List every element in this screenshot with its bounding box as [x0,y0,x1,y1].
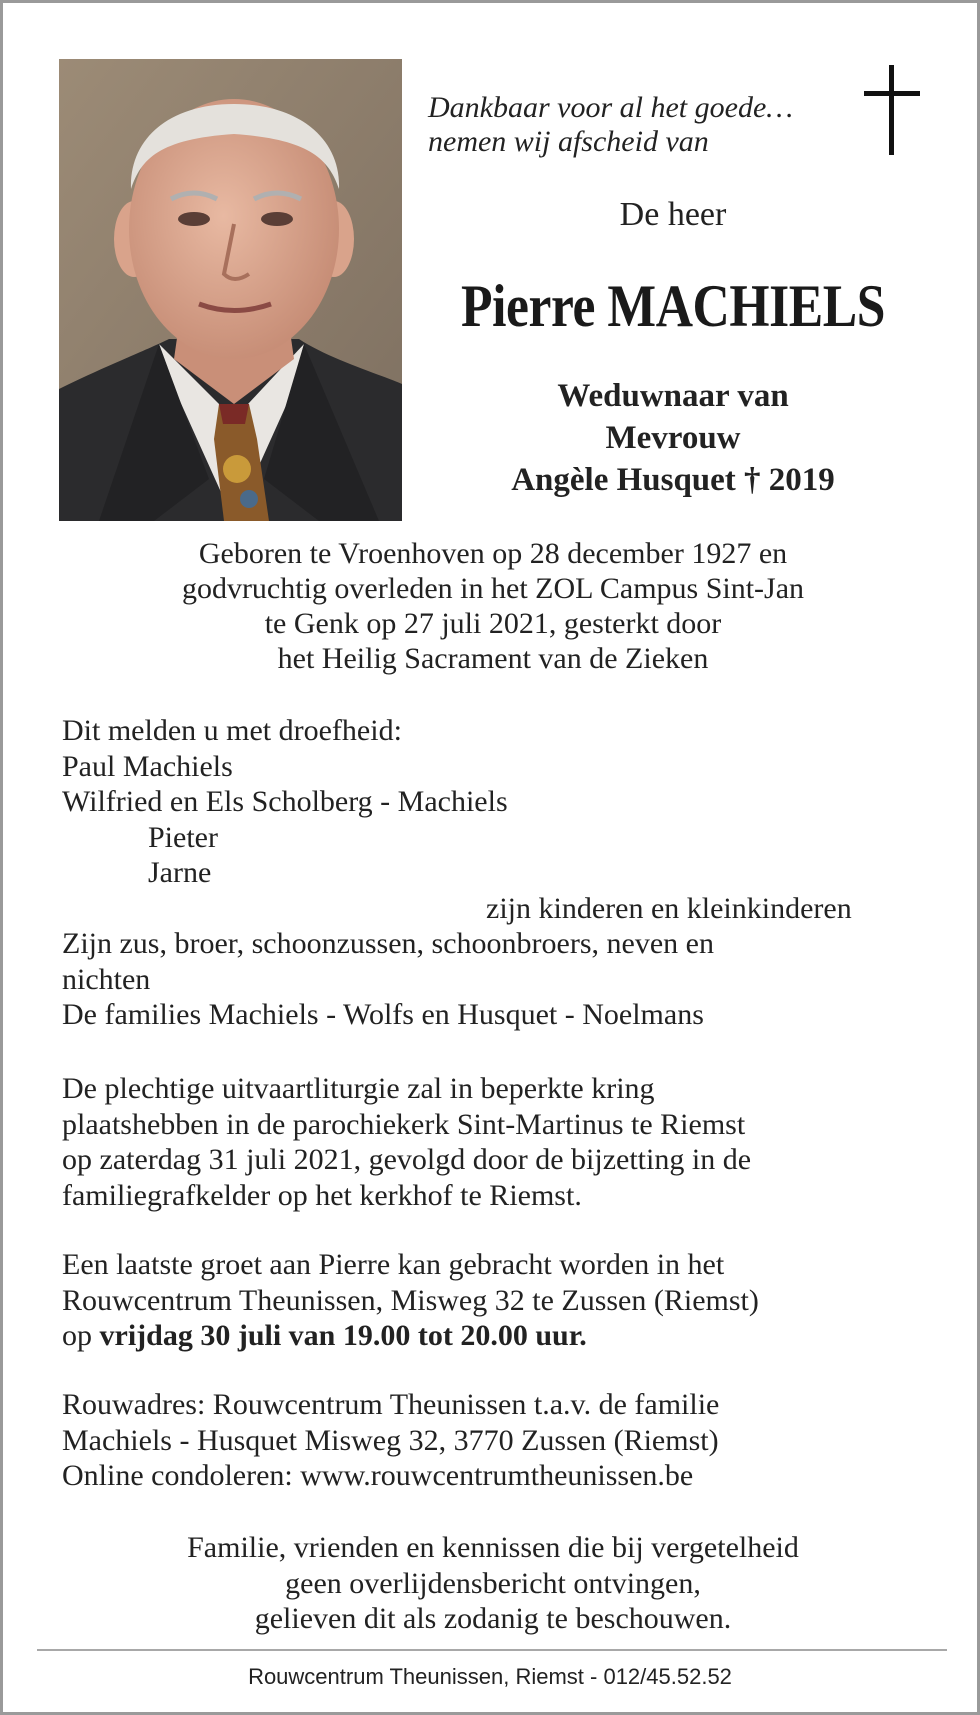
mourners-heading: Dit melden u met droefheid: [62,714,402,747]
mourner-families: De families Machiels - Wolfs en Husquet - Noelmans [62,998,704,1031]
intro-line-2: nemen wij afscheid van [428,125,709,158]
address-line: Rouwadres: Rouwcentrum Theunissen t.a.v. de familie [62,1388,720,1421]
closing-line: gelieven dit als zodanig te beschouwen. [254,1602,732,1635]
funeral-line: plaatshebben in de parochiekerk Sint-Martinus te Riemst [62,1107,746,1141]
mourner-child: Paul Machiels [62,749,233,783]
closing-line: Familie, vrienden en kennissen die bij vergetelheid [187,1531,799,1564]
greeting-line: Rouwcentrum Theunissen, Misweg 32 te Zussen (Riemst) [62,1283,759,1317]
greeting-line [62,1318,942,1354]
funeral-line: De plechtige uitvaartliturgie zal in beperkte kring [62,1072,655,1105]
intro-line-1: Dankbaar voor al het goede… [428,91,793,124]
mourner-child: Wilfried en Els Scholberg - Machiels [62,785,508,818]
mourner-grandchild: Jarne [148,856,212,889]
birth-line: Geboren te Vroenhoven op 28 december 1927 en [198,537,788,570]
closing-line: geen overlijdensbericht ontvingen, [285,1566,701,1600]
last-greeting [62,1247,942,1354]
widow-line-2: Mevrouw [605,420,741,456]
funeral-details [62,1071,942,1213]
birth-death-text [43,536,943,676]
greeting-prefix: op [62,1319,100,1352]
mourner-siblings: Zijn zus, broer, schoonzussen, schoonbroers, neven en [62,927,714,960]
birth-line: het Heilig Sacrament van de Zieken [277,642,709,675]
footer-funeral-home: Rouwcentrum Theunissen, Riemst - 012/45.52.52 [248,1664,732,1689]
children-note: zijn kinderen en kleinkinderen [486,891,852,925]
cross-icon [864,65,920,159]
mourner-grandchild: Pieter [148,820,218,854]
greeting-line: Een laatste groet aan Pierre kan gebracht worden in het [62,1248,725,1281]
mourner-siblings: nichten [62,962,151,996]
mourning-address [62,1387,942,1494]
widow-of [423,375,923,501]
birth-line: godvruchtig overleden in het ZOL Campus Sint-Jan [181,572,805,605]
funeral-line: familiegrafkelder op het kerkhof te Riemst. [62,1178,582,1212]
widow-line-1: Weduwnaar van [557,378,789,414]
deceased-name: Pierre MACHIELS [461,273,885,339]
birth-line: te Genk op 27 juli 2021, gesterkt door [264,607,722,640]
greeting-time: vrijdag 30 juli van 19.00 tot 20.00 uur. [99,1319,587,1352]
funeral-line: op zaterdag 31 juli 2021, gevolgd door de bijzetting in de [62,1143,752,1176]
mourners-list [62,713,942,1033]
closing-text [43,1530,943,1637]
honorific: De heer [619,196,727,233]
online-condolences-line: Online condoleren: www.rouwcentrumtheunissen.be [62,1459,694,1492]
widow-line-3: Angèle Husquet † 2019 [511,462,835,498]
footer-divider [37,1649,947,1651]
portrait-photo [59,59,402,521]
address-line: Machiels - Husquet Misweg 32, 3770 Zussen (Riemst) [62,1423,719,1457]
intro-text [428,91,793,159]
